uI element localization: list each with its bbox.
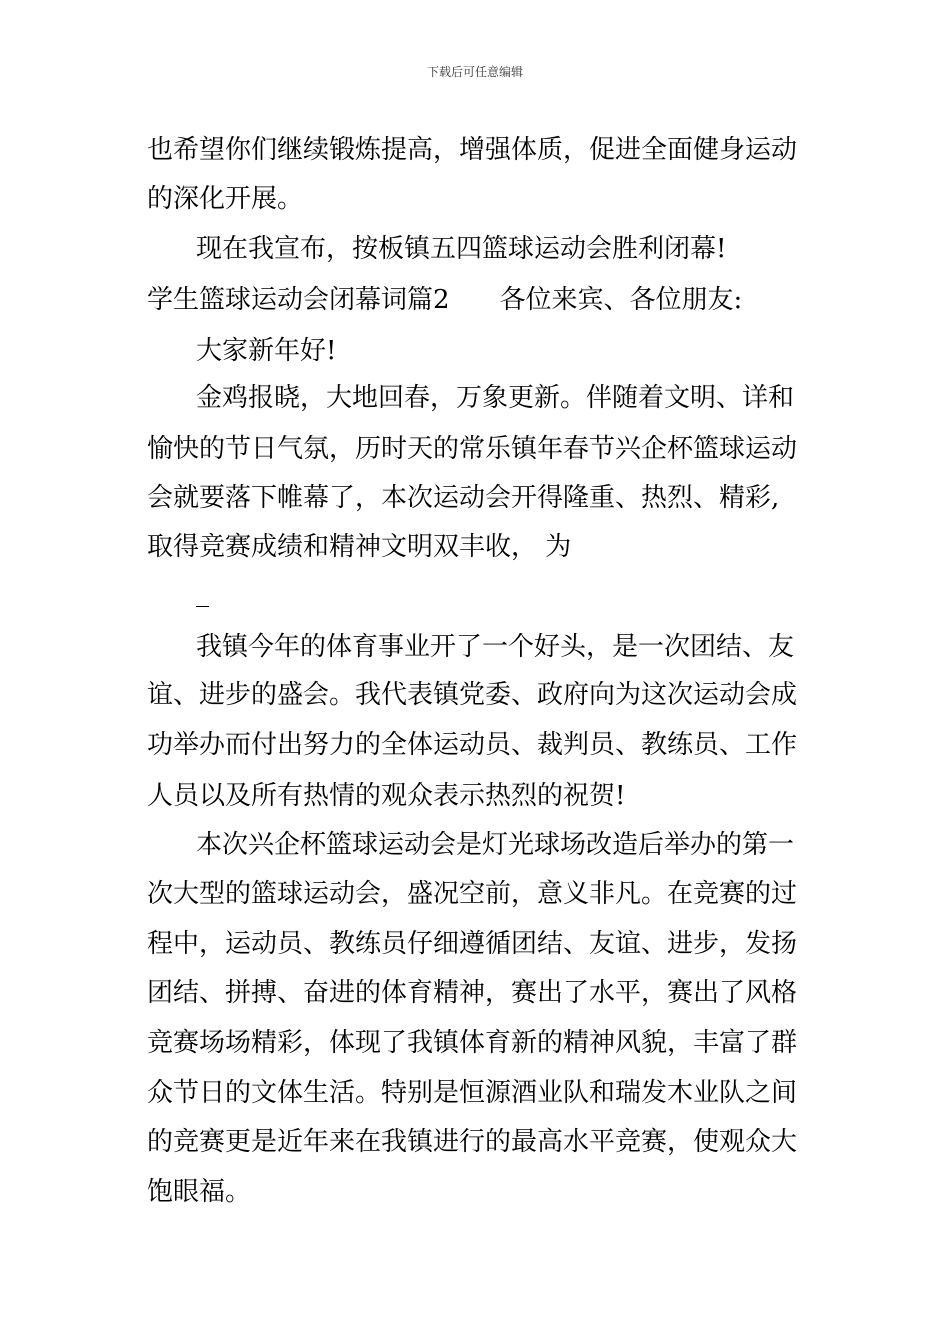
body-line: 也希望你们继续锻炼提高，增强体质，促进全面健身运动 — [147, 135, 798, 165]
body-line: 饱眼福。 — [147, 1177, 252, 1207]
body-line: 的深化开展。 — [147, 184, 304, 214]
body-line: 次大型的篮球运动会，盛况空前，意义非凡。在竞赛的过 — [147, 879, 798, 909]
salutation: 各位来宾、各位朋友: — [499, 285, 743, 315]
body-line: 谊、进步的盛会。我代表镇党委、政府向为这次运动会成 — [147, 680, 798, 710]
body-line: 本次兴企杯篮球运动会是灯光球场改造后举办的第一 — [196, 830, 795, 860]
blank-marker: _ — [196, 578, 209, 608]
body-line: 竞赛场场精彩，体现了我镇体育新的精神风貌，丰富了群 — [147, 1028, 798, 1058]
body-line: 会就要落下帷幕了，本次运动会开得隆重、热烈、精彩, — [147, 483, 780, 513]
section-heading-line — [147, 282, 827, 318]
body-line: 程中，运动员、教练员仔细遵循团结、友谊、进步，发扬 — [147, 929, 798, 959]
page-header-note: 下载后可任意编辑 — [426, 65, 523, 79]
body-line: 功举办而付出努力的全体运动员、裁判员、教练员、工作 — [147, 730, 798, 760]
body-line: 人员以及所有热情的观众表示热烈的祝贺! — [147, 781, 626, 811]
body-line: 金鸡报晓，大地回春，万象更新。伴随着文明、详和 — [196, 383, 795, 413]
body-line: 我镇今年的体育事业开了一个好头，是一次团结、友 — [196, 632, 795, 662]
body-line: 现在我宣布，按板镇五四篮球运动会胜利闭幕! — [196, 234, 727, 264]
body-line: 大家新年好! — [196, 336, 337, 366]
body-line: 的竞赛更是近年来在我镇进行的最高水平竞赛，使观众大 — [147, 1127, 798, 1157]
section-title: 学生篮球运动会闭幕词篇2 — [147, 285, 450, 315]
body-line: 取得竞赛成绩和精神文明双丰收， 为 — [147, 532, 572, 562]
body-line: 团结、拼搏、奋进的体育精神，赛出了水平，赛出了风格 — [147, 978, 798, 1008]
body-line: 众节日的文体生活。特别是恒源酒业队和瑞发木业队之间 — [147, 1078, 798, 1108]
body-line: 愉快的节日气氛，历时天的常乐镇年春节兴企杯篮球运动 — [147, 434, 798, 464]
